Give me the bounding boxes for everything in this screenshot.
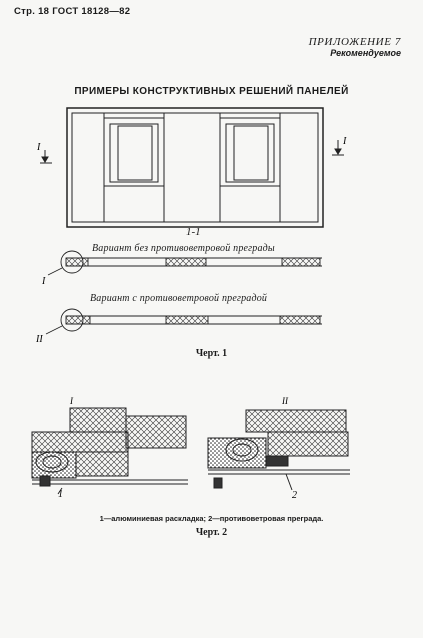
appendix-subtitle: Рекомендуемое: [330, 48, 401, 58]
callout-2: 2: [292, 490, 297, 501]
section-strip-1: [48, 251, 322, 275]
detail-1-drawing: [32, 408, 188, 494]
figure-2-caption: Черт. 2: [195, 527, 228, 538]
appendix-title: ПРИЛОЖЕНИЕ 7: [308, 36, 401, 48]
figure-2-legend: 1—алюминиевая раскладка; 2—противоветровая преграда.: [99, 514, 324, 523]
detail-mark-I: I: [42, 276, 46, 287]
section-mark: 1-1: [186, 226, 201, 238]
callout-detail-b: II: [282, 396, 288, 406]
variant-2-label: Вариант с противоветровой преградой: [90, 293, 268, 304]
detail-2-drawing: [208, 410, 350, 490]
section-strip-2: [46, 309, 322, 334]
callout-detail-a: I: [70, 396, 73, 406]
document-title: ПРИМЕРЫ КОНСТРУКТИВНЫХ РЕШЕНИЙ ПАНЕЛЕЙ: [74, 86, 349, 97]
page-header: Стр. 18 ГОСТ 18128—82: [14, 6, 131, 17]
detail-mark-II: II: [36, 334, 43, 345]
figure-1-caption: Черт. 1: [195, 348, 228, 359]
panel-elevation: [67, 108, 323, 227]
arrow-mark-left: I: [37, 142, 41, 153]
arrow-mark-right: I: [343, 136, 347, 147]
variant-1-label: Вариант без противоветровой преграды: [92, 243, 275, 254]
callout-1: 1: [58, 489, 63, 500]
section-arrows: [40, 140, 344, 163]
